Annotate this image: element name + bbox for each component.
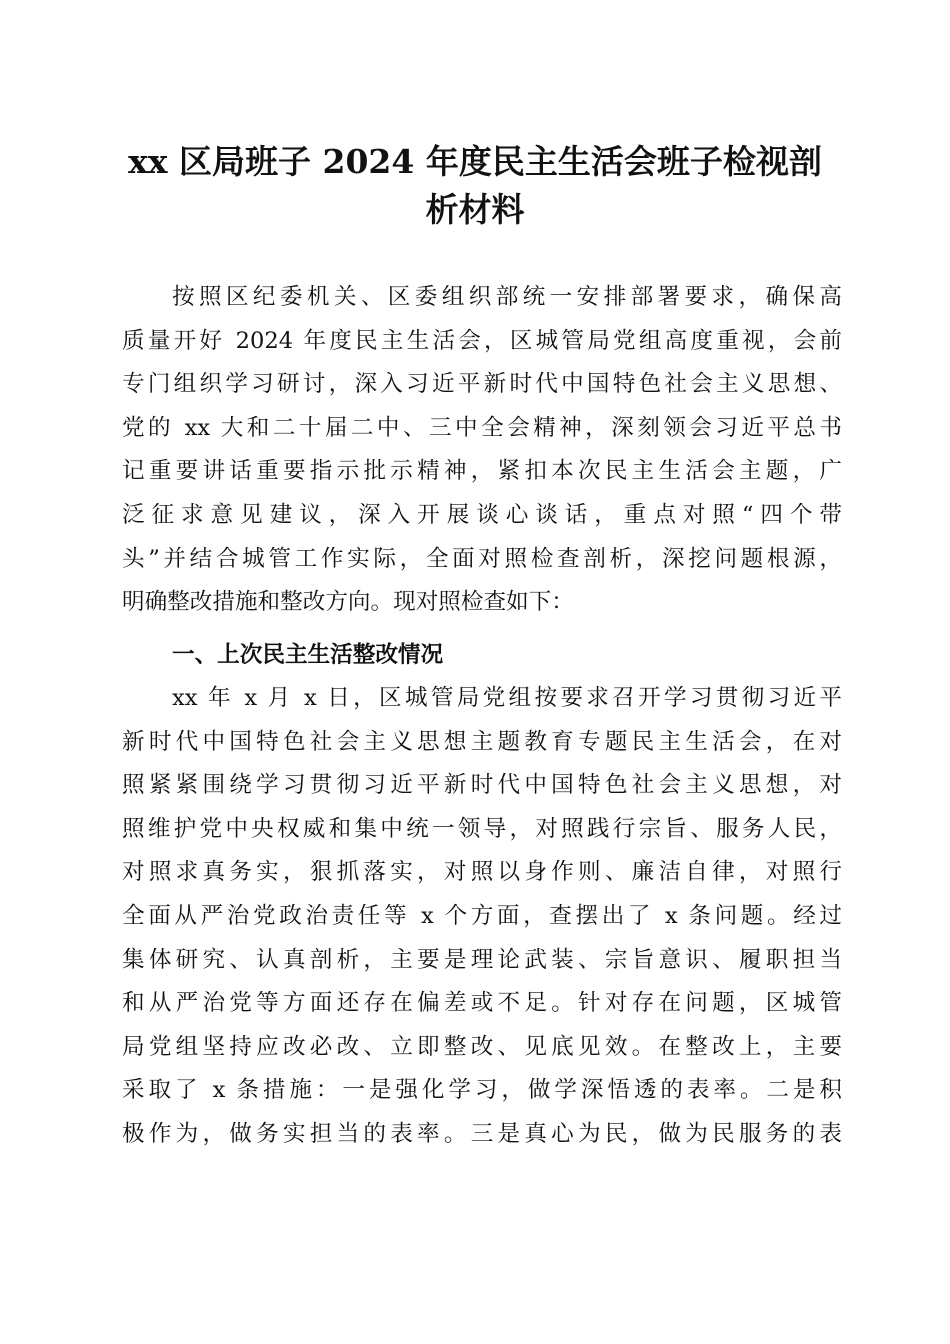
paragraph-line: 记重要讲话重要指示批示精神，紧扣本次民主生活会主题，广 (122, 458, 842, 485)
section-heading: 一、上次民主生活整改情况 (172, 642, 444, 668)
section-paragraph (122, 677, 842, 1157)
paragraph-line: 质量开好 2024 年度民主生活会，区城管局党组高度重视，会前 (122, 327, 842, 354)
paragraph-line: 泛征求意见建议，深入开展谈心谈话，重点对照“四个带 (122, 501, 842, 528)
paragraph-line: 对照求真务实，狠抓落实，对照以身作则、廉洁自律，对照行 (122, 859, 842, 886)
paragraph-line: 新时代中国特色社会主义思想主题教育专题民主生活会，在对 (122, 728, 842, 755)
document-title (110, 138, 840, 234)
paragraph-line: 局党组坚持应改必改、立即整改、见底见效。在整改上，主要 (122, 1033, 842, 1060)
intro-paragraph (122, 276, 842, 625)
paragraph-line: 和从严治党等方面还存在偏差或不足。针对存在问题，区城管 (122, 990, 842, 1017)
paragraph-line: 采取了 x 条措施：一是强化学习，做学深悟透的表率。二是积 (122, 1077, 842, 1104)
paragraph-line: 照维护党中央权威和集中统一领导，对照践行宗旨、服务人民， (122, 815, 842, 842)
paragraph-line: 明确整改措施和整改方向。现对照检查如下： (122, 589, 574, 616)
title-line: xx 区局班子 2024 年度民主生活会班子检视剖 (128, 142, 822, 181)
paragraph-line: 专门组织学习研讨，深入习近平新时代中国特色社会主义思想、 (122, 371, 842, 398)
paragraph-line: 集体研究、认真剖析，主要是理论武装、宗旨意识、履职担当 (122, 946, 842, 973)
paragraph-line: 照紧紧围绕学习贯彻习近平新时代中国特色社会主义思想，对 (122, 772, 842, 799)
paragraph-line: 头”并结合城管工作实际，全面对照检查剖析，深挖问题根源， (122, 545, 842, 572)
paragraph-line: 按照区纪委机关、区委组织部统一安排部署要求，确保高 (172, 284, 842, 310)
paragraph-line: xx 年 x 月 x 日，区城管局党组按要求召开学习贯彻习近平 (172, 685, 842, 711)
title-line: 析材料 (425, 190, 525, 229)
paragraph-line: 全面从严治党政治责任等 x 个方面，查摆出了 x 条问题。经过 (122, 902, 842, 929)
paragraph-line: 党的 xx 大和二十届二中、三中全会精神，深刻领会习近平总书 (122, 414, 842, 441)
paragraph-line: 极作为，做务实担当的表率。三是真心为民，做为民服务的表 (122, 1120, 842, 1147)
